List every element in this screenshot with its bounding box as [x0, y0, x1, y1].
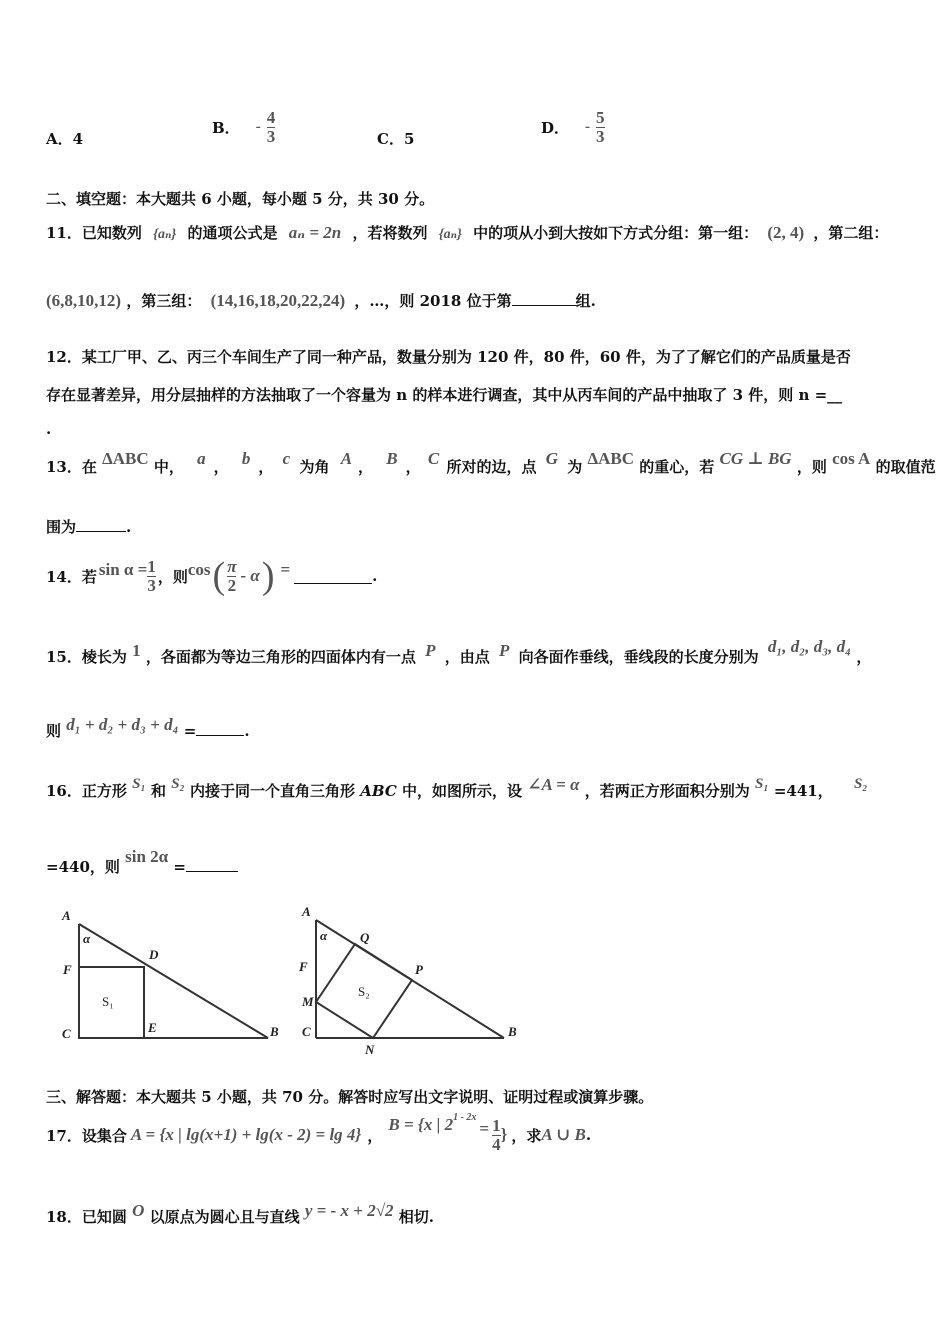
- question-11-line1: 11．已知数列 {aₙ} 的通项公式是 aₙ = 2n ，若将数列 {aₙ} 中的项从小到大按如下方式分组：第一组： (2, 4) ，第二组：: [46, 223, 889, 242]
- question-13-line2: 围为 .: [46, 518, 132, 536]
- question-12-line2: 存在显著差异，用分层抽样的方法抽取了一个容量为 n 的样本进行调查，其中从丙车间的产品中抽取了 3 件，则 n =__: [46, 386, 843, 404]
- question-18: 18．已知圆 O 以原点为圆心且与直线 y = - x + 2√2 相切.: [46, 1201, 435, 1226]
- label-b: B: [508, 1024, 517, 1039]
- answer-blank[interactable]: [76, 517, 126, 532]
- label-alpha: α: [83, 931, 91, 946]
- set-b: B = {x | 2: [388, 1115, 454, 1134]
- math-formula: aₙ = 2n: [288, 223, 342, 242]
- fraction: $\frac{1}{4}$: [492, 1115, 501, 1154]
- label-a: A: [62, 908, 71, 923]
- label-e: E: [148, 1020, 157, 1035]
- math-sequence: {aₙ}: [153, 227, 177, 242]
- figure-2: [296, 900, 526, 1060]
- side-ab: [79, 924, 268, 1038]
- label-alpha: α: [320, 928, 328, 943]
- option-d: D． - $\frac{5}{3}$: [541, 107, 605, 146]
- answer-blank[interactable]: [512, 291, 576, 306]
- question-16-line1: 16．正方形 S₁ 和 S₂ 内接于同一个直角三角形 ABC 中，如图所示，设 ∠A = α ，若两正方形面积分别为 S₁ =441， S₂: [46, 775, 868, 800]
- label-n: N: [365, 1042, 375, 1057]
- label-c: C: [302, 1024, 311, 1039]
- option-a: A．4: [46, 130, 84, 148]
- question-12-line1: 12．某工厂甲、乙、丙三个车间生产了同一种产品，数量分别为 120 件，80 件，60 件，为了了解它们的产品质量是否: [46, 348, 851, 366]
- question-11-line2: (6,8,10,12) ，第三组： (14,16,18,20,22,24) ，…，则 2018 位于第 组.: [46, 291, 596, 310]
- answer-blank[interactable]: [186, 857, 238, 872]
- label-p: P: [415, 962, 423, 977]
- label-m: M: [302, 994, 314, 1009]
- answer-blank[interactable]: [196, 721, 244, 736]
- fraction: $\frac{4}{3}$: [266, 107, 276, 146]
- label-a: A: [302, 904, 311, 919]
- label-f: F: [299, 959, 308, 974]
- label-q: Q: [360, 930, 370, 945]
- question-16-line2: =440，则 sin 2α =: [46, 856, 238, 877]
- question-13-line1: 13．在 ΔABC 中， a ， b ， c 为角 A ， B ， C 所对的边，点 G 为 ΔABC 的重心，若 CG ⊥ BG ，则 cos A 的取值范: [46, 449, 936, 476]
- label-c: C: [62, 1026, 71, 1041]
- label-b: B: [270, 1024, 279, 1039]
- answer-blank[interactable]: [294, 569, 372, 584]
- label-s2: S₂: [358, 984, 370, 999]
- fraction: $\frac{\pi}{2}$: [227, 556, 237, 595]
- question-15-line2: 则 d₁ + d₂ + d₃ + d₄ = .: [46, 715, 250, 740]
- set-a: A = {x | lg(x+1) + lg(x - 2) = lg 4}: [130, 1125, 362, 1144]
- question-15-line1: 15．棱长为 1 ，各面都为等边三角形的四面体内有一点 P ，由点 P 向各面作垂线，垂线段的长度分别为 d₁, d₂, d₃, d₄ ，: [46, 637, 872, 666]
- figure-1: [46, 900, 286, 1050]
- label-s1: S₁: [102, 994, 114, 1009]
- fraction: $\frac{5}{3}$: [596, 107, 605, 146]
- section-3-title: 三、解答题：本大题共 5 小题，共 70 分。解答时应写出文字说明、证明过程或演算步骤。: [46, 1088, 654, 1106]
- fraction: $\frac{1}{3}$: [147, 556, 156, 595]
- question-12-line3: .: [46, 420, 52, 438]
- option-c: C．5: [377, 130, 415, 148]
- label-f: F: [63, 962, 72, 977]
- question-14: 14． 若 sin α = $\frac{1}{3}$ ，则 cos ( $\frac{\pi}{2}$ - α ) = .: [46, 555, 378, 597]
- question-17: 17． 设集合 A = {x | lg(x+1) + lg(x - 2) = lg 4} ， B = {x | 2 1 - 2x = $\frac{1}{4}$ } ，求 A ∪ B .: [46, 1111, 592, 1154]
- option-b: B． - $\frac{4}{3}$: [212, 107, 276, 146]
- section-2-title: 二、填空题：本大题共 6 小题，每小题 5 分，共 30 分。: [46, 190, 435, 208]
- label-d: D: [149, 947, 159, 962]
